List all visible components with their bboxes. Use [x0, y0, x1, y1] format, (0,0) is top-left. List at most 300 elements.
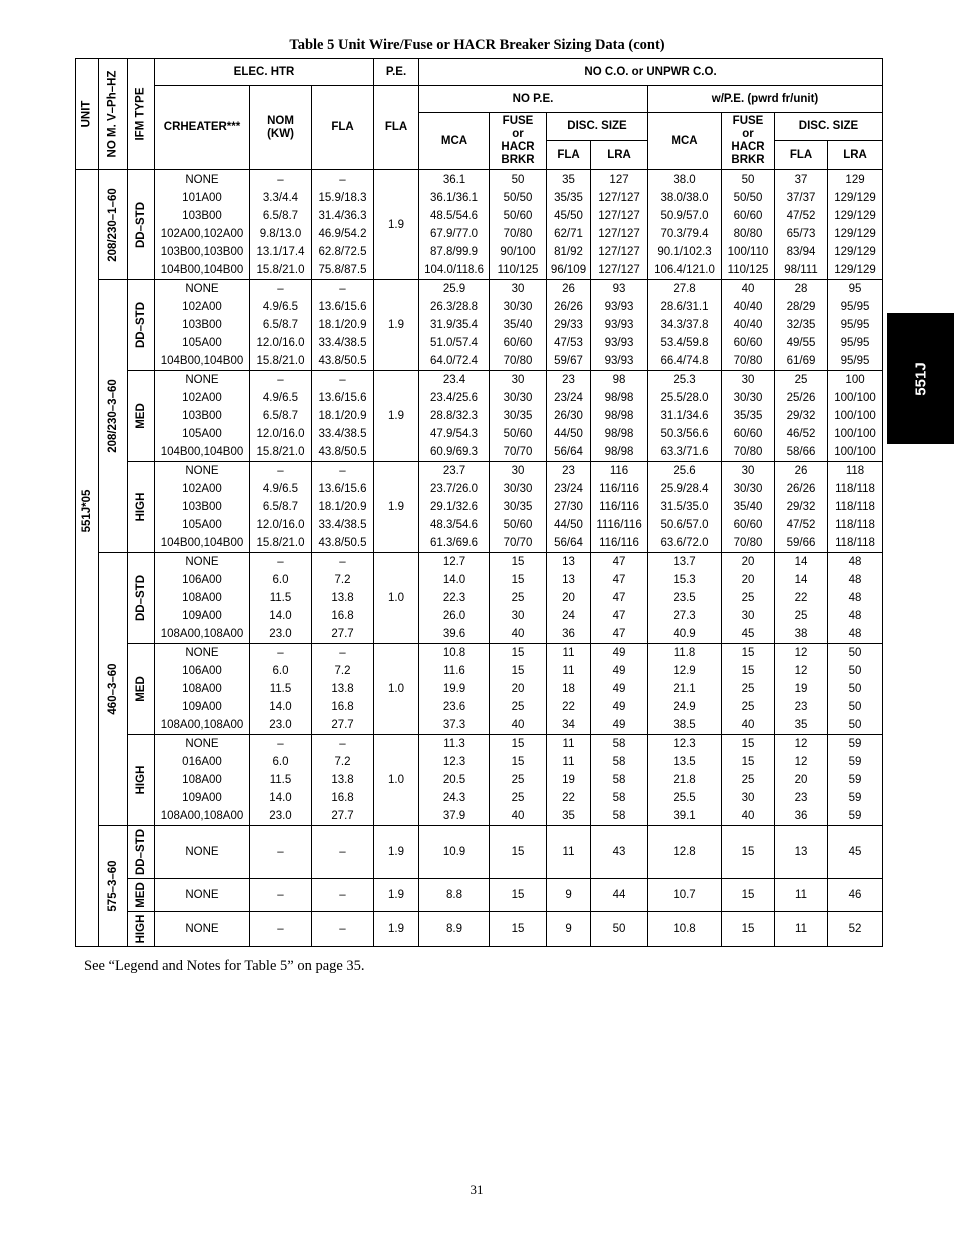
footnote: See “Legend and Notes for Table 5” on page 35. [84, 958, 365, 974]
cell-value: 29.1/32.6 [430, 501, 478, 513]
cell-value: 50/50 [733, 191, 763, 204]
cell-value: 16.8 [331, 701, 354, 713]
cell-value: 129/129 [834, 209, 876, 222]
cell-value: 7.2 [334, 665, 351, 677]
cell-value: 127/127 [598, 209, 640, 222]
cell-value: 11.3 [443, 738, 465, 750]
cell-value: NONE [185, 556, 219, 568]
data-cell [648, 280, 722, 371]
cell-value: 18.1/20.9 [318, 410, 367, 422]
cell-value: 93/93 [604, 301, 634, 313]
cell-value: 25 [741, 701, 755, 713]
data-cell: 13 [775, 826, 828, 879]
data-cell [722, 280, 775, 371]
cell-value: 47/52 [786, 519, 816, 531]
cell-value: 62.8/72.5 [318, 245, 367, 258]
data-cell [591, 462, 648, 553]
cell-value: 33.4/38.5 [318, 337, 367, 349]
cell-value: 14.0 [269, 701, 292, 713]
cell-value: 100/100 [834, 392, 876, 404]
cell-value: 108A00 [182, 774, 222, 786]
cell-value: 61/69 [786, 355, 816, 367]
data-cell: 10.7 [648, 879, 722, 912]
cell-value: 24.3 [442, 792, 466, 804]
cell-value: 46/52 [786, 428, 816, 440]
cell-value: 44/50 [554, 519, 583, 531]
cell-value: 15 [511, 738, 525, 750]
cell-value: 47 [612, 592, 626, 604]
cell-value: 60/60 [503, 337, 533, 349]
cell-value: 104B00,104B00 [160, 537, 244, 549]
cell-value: – [277, 556, 284, 568]
cell-value: 30 [511, 610, 525, 622]
data-cell [312, 170, 374, 280]
cell-value: – [339, 283, 346, 295]
cell-value: 118/118 [835, 537, 875, 549]
header-pe: P.E. [374, 59, 419, 86]
cell-value: 48 [848, 574, 862, 586]
data-cell [155, 371, 250, 462]
cell-value: 47 [612, 574, 626, 586]
cell-value: 15 [511, 574, 525, 586]
cell-value: 23.0 [269, 719, 292, 731]
data-cell [648, 644, 722, 735]
cell-value: 100/110 [727, 245, 769, 258]
cell-value: 12.0/16.0 [256, 337, 305, 349]
cell-value: 40 [741, 810, 755, 822]
table-row [76, 170, 883, 280]
ifm-type-cell: HIGH [128, 462, 155, 553]
table-row [76, 735, 883, 826]
cell-value: 129/129 [834, 227, 876, 240]
data-cell: 11 [775, 912, 828, 947]
cell-value: 108A00 [182, 683, 222, 695]
cell-value: 60/60 [733, 428, 763, 440]
cell-value: 20 [741, 574, 755, 586]
cell-value: 6.0 [272, 574, 289, 586]
table-row [76, 553, 883, 644]
cell-value: 58 [612, 774, 626, 786]
cell-value: 15.8/21.0 [256, 263, 305, 276]
cell-value: 26.3/28.8 [430, 301, 478, 313]
cell-value: 18.1/20.9 [318, 319, 367, 331]
data-cell [419, 371, 490, 462]
cell-value: 30 [741, 610, 755, 622]
cell-value: 33.4/38.5 [318, 428, 367, 440]
cell-value: 7.2 [334, 574, 351, 586]
header-unit: UNIT [76, 59, 99, 170]
data-cell [775, 462, 828, 553]
cell-value: 24 [562, 610, 575, 622]
data-cell [312, 371, 374, 462]
cell-value: 118/118 [835, 501, 875, 513]
cell-value: 48 [848, 628, 862, 640]
data-cell [250, 280, 312, 371]
cell-value: 25 [741, 774, 755, 786]
cell-value: 103B00 [182, 209, 222, 222]
cell-value: 47/52 [786, 209, 816, 222]
data-cell [591, 371, 648, 462]
cell-value: 66.4/74.8 [660, 355, 709, 367]
cell-value: 105A00 [182, 428, 222, 440]
cell-value: 27.8 [673, 283, 696, 295]
cell-value: 58 [612, 756, 626, 768]
cell-value: 116 [609, 465, 629, 477]
cell-value: 16.8 [331, 610, 354, 622]
cell-value: 90.1/102.3 [657, 245, 712, 258]
cell-value: 26/26 [786, 483, 816, 495]
cell-value: 25 [511, 792, 525, 804]
cell-value: 49 [612, 647, 626, 659]
cell-value: – [277, 465, 284, 477]
cell-value: 93/93 [604, 337, 634, 349]
cell-value: 25 [511, 774, 525, 786]
data-cell [419, 735, 490, 826]
data-cell [490, 462, 547, 553]
cell-value: 6.0 [272, 756, 289, 768]
cell-value: 016A00 [182, 756, 222, 768]
cell-value: 37.3 [442, 719, 466, 731]
cell-value: 13.6/15.6 [318, 392, 367, 404]
cell-value: 38.5 [673, 719, 696, 731]
cell-value: 50/60 [503, 209, 533, 222]
cell-value: 30/30 [503, 392, 533, 404]
cell-value: 30 [741, 374, 755, 386]
data-cell [648, 462, 722, 553]
cell-value: 12 [794, 738, 808, 750]
cell-value: 30/30 [733, 392, 763, 404]
data-cell [312, 553, 374, 644]
cell-value: 12.7 [442, 556, 466, 568]
voltage-cell: 460–3–60 [99, 553, 128, 826]
cell-value: 59/67 [554, 355, 583, 367]
cell-value: 25.5/28.0 [660, 392, 709, 404]
cell-value: 23.0 [269, 628, 292, 640]
cell-value: 22 [562, 792, 575, 804]
header-disc-fla-pe: FLA [775, 141, 828, 170]
data-cell [419, 170, 490, 280]
cell-value: 129/129 [834, 191, 876, 204]
cell-value: 102A00,102A00 [160, 227, 244, 240]
cell-value: 63.6/72.0 [660, 537, 709, 549]
cell-value: 30/35 [503, 501, 533, 513]
cell-value: 80/80 [733, 227, 763, 240]
cell-value: 20 [562, 592, 575, 604]
header-fuse-pe: FUSE or HACR BRKR [722, 113, 775, 170]
cell-value: 105A00 [182, 337, 222, 349]
data-cell: – [250, 912, 312, 947]
cell-value: 38.0/38.0 [660, 191, 709, 204]
cell-value: 18.1/20.9 [318, 501, 367, 513]
cell-value: 12.3 [673, 738, 696, 750]
data-cell [828, 644, 883, 735]
cell-value: 21.8 [673, 774, 696, 786]
header-no-pe: NO P.E. [419, 86, 648, 113]
cell-value: 93 [612, 283, 626, 295]
cell-value: 45/50 [554, 209, 583, 222]
cell-value: 103B00,103B00 [160, 245, 244, 258]
cell-value: 98/98 [604, 428, 634, 440]
data-cell [490, 735, 547, 826]
cell-value: 70/80 [503, 355, 533, 367]
cell-value: 129/129 [834, 263, 876, 276]
cell-value: 35/35 [733, 410, 763, 422]
data-cell [648, 170, 722, 280]
cell-value: 127 [609, 173, 629, 186]
data-cell: 11 [775, 879, 828, 912]
data-cell: 15 [490, 912, 547, 947]
cell-value: 48.3/54.6 [430, 519, 478, 531]
data-cell [722, 553, 775, 644]
cell-value: 70/70 [503, 537, 533, 549]
data-cell [648, 371, 722, 462]
cell-value: 93/93 [604, 355, 634, 367]
header-disc-fla: FLA [547, 141, 591, 170]
cell-value: 36.1/36.1 [430, 191, 478, 204]
cell-value: 116/116 [599, 537, 639, 549]
data-cell: 15 [722, 826, 775, 879]
cell-value: 40 [511, 719, 525, 731]
section-tab: 551J [887, 313, 954, 444]
cell-value: 98/98 [604, 410, 634, 422]
cell-value: 50 [511, 173, 525, 186]
cell-value: 11 [562, 756, 575, 768]
header-voltage: NO M. V–Ph–HZ [99, 59, 128, 170]
cell-value: 13.5 [673, 756, 696, 768]
data-cell [155, 462, 250, 553]
cell-value: 24.9 [673, 701, 696, 713]
cell-value: 95 [848, 283, 862, 295]
cell-value: 27.7 [331, 719, 354, 731]
cell-value: 29/32 [786, 501, 816, 513]
cell-value: 104.0/118.6 [424, 263, 484, 276]
cell-value: 49/55 [786, 337, 816, 349]
cell-value: 38.0 [673, 173, 696, 186]
cell-value: 40.9 [673, 628, 696, 640]
cell-value: NONE [185, 283, 219, 295]
cell-value: 28.8/32.3 [430, 410, 478, 422]
data-cell: 11 [547, 826, 591, 879]
data-cell [591, 170, 648, 280]
cell-value: 27/30 [554, 501, 583, 513]
cell-value: 44/50 [554, 428, 583, 440]
cell-value: 93/93 [604, 319, 634, 331]
cell-value: 23.5 [673, 592, 696, 604]
cell-value: 26/26 [554, 301, 583, 313]
cell-value: 53.4/59.8 [660, 337, 709, 349]
cell-value: 105A00 [182, 519, 222, 531]
cell-value: 110/125 [497, 263, 539, 276]
cell-value: 16.8 [331, 792, 354, 804]
cell-value: NONE [185, 738, 219, 750]
cell-value: 63.3/71.6 [660, 446, 709, 458]
cell-value: 31.5/35.0 [660, 501, 709, 513]
ifm-type-cell: MED [128, 879, 155, 912]
cell-value: 12.9 [673, 665, 696, 677]
header-pe-fla: FLA [374, 86, 419, 170]
cell-value: 15 [511, 756, 525, 768]
data-cell: – [312, 912, 374, 947]
data-cell [547, 462, 591, 553]
cell-value: 30 [511, 465, 525, 477]
cell-value: 104B00,104B00 [160, 446, 244, 458]
cell-value: 1116/116 [596, 519, 642, 531]
cell-value: 102A00 [182, 301, 222, 313]
cell-value: 14.0 [269, 610, 292, 622]
page-number: 31 [470, 1182, 484, 1197]
cell-value: 64.0/72.4 [430, 355, 478, 367]
cell-value: 15 [511, 556, 525, 568]
cell-value: 36 [794, 810, 808, 822]
cell-value: 103B00 [182, 501, 222, 513]
cell-value: 14 [794, 574, 808, 586]
data-cell [250, 371, 312, 462]
cell-value: – [339, 738, 346, 750]
cell-value: 23 [794, 792, 808, 804]
table-body [76, 170, 883, 947]
cell-value: 50/60 [503, 428, 533, 440]
cell-value: 15.9/18.3 [318, 191, 367, 204]
cell-value: 25 [794, 610, 808, 622]
cell-value: 13.8 [331, 774, 354, 786]
cell-value: 30/30 [733, 483, 763, 495]
cell-value: 59 [848, 792, 862, 804]
cell-value: 13.8 [331, 592, 354, 604]
ifm-type-cell: DD–STD [128, 553, 155, 644]
ifm-type-cell: DD–STD [128, 826, 155, 879]
header-fuse: FUSE or HACR BRKR [490, 113, 547, 170]
cell-value: 103B00 [182, 319, 222, 331]
cell-value: 25.3 [673, 374, 696, 386]
cell-value: 35/35 [554, 191, 583, 204]
cell-value: 18 [562, 683, 575, 695]
cell-value: 6.5/8.7 [262, 501, 299, 513]
data-cell [722, 371, 775, 462]
cell-value: 21.1 [673, 683, 696, 695]
cell-value: 37.9 [442, 810, 466, 822]
cell-value: 15 [741, 738, 755, 750]
cell-value: 30 [511, 374, 525, 386]
header-with-pe: w/P.E. (pwrd fr/unit) [648, 86, 883, 113]
cell-value: 127/127 [598, 245, 640, 258]
ifm-type-cell: HIGH [128, 912, 155, 947]
cell-value: 47 [612, 628, 626, 640]
cell-value: 59/66 [786, 537, 816, 549]
cell-value: 50 [848, 683, 862, 695]
cell-value: 60.9/69.3 [430, 446, 478, 458]
cell-value: 43.8/50.5 [318, 355, 367, 367]
cell-value: 32/35 [786, 319, 816, 331]
cell-value: 100/100 [834, 446, 876, 458]
cell-value: 40 [511, 810, 525, 822]
pe-fla-cell: 1.9 [374, 170, 419, 280]
cell-value: 101A00 [182, 191, 222, 204]
voltage-cell: 575–3–60 [99, 826, 128, 947]
cell-value: 70/70 [503, 446, 533, 458]
header-ifm-type: IFM TYPE [128, 59, 155, 170]
cell-value: 30 [741, 792, 755, 804]
data-cell: 15 [490, 826, 547, 879]
cell-value: 106A00 [182, 574, 222, 586]
cell-value: 59 [848, 756, 862, 768]
cell-value: 6.0 [272, 665, 289, 677]
cell-value: 116/116 [599, 483, 639, 495]
cell-value: 58 [612, 810, 626, 822]
cell-value: 4.9/6.5 [262, 392, 299, 404]
data-cell [828, 280, 883, 371]
cell-value: 95/95 [840, 355, 870, 367]
cell-value: 13.6/15.6 [318, 483, 367, 495]
cell-value: 15 [741, 665, 755, 677]
cell-value: 20 [794, 774, 808, 786]
header-mca-pe: MCA [648, 113, 722, 170]
data-cell: 9 [547, 912, 591, 947]
table-row [76, 462, 883, 553]
cell-value: 7.2 [334, 756, 351, 768]
cell-value: 127/127 [598, 191, 640, 204]
data-cell [547, 371, 591, 462]
ifm-type-cell: HIGH [128, 735, 155, 826]
data-cell [547, 644, 591, 735]
cell-value: 26 [562, 283, 575, 295]
cell-value: 25 [511, 701, 525, 713]
cell-value: 27.7 [331, 810, 354, 822]
cell-value: 98/111 [784, 263, 818, 276]
cell-value: 98/98 [604, 392, 634, 404]
cell-value: 40/40 [733, 301, 763, 313]
pe-fla-cell: 1.9 [374, 826, 419, 879]
cell-value: 49 [612, 665, 626, 677]
cell-value: 104B00,104B00 [160, 355, 244, 367]
cell-value: 51.0/57.4 [430, 337, 478, 349]
cell-value: 30 [511, 283, 525, 295]
cell-value: 108A00,108A00 [160, 810, 244, 822]
data-cell: 8.9 [419, 912, 490, 947]
cell-value: 109A00 [182, 610, 222, 622]
data-cell [722, 735, 775, 826]
data-cell [250, 735, 312, 826]
cell-value: 23.0 [269, 810, 292, 822]
cell-value: 15 [511, 665, 525, 677]
cell-value: 109A00 [182, 792, 222, 804]
header-no-co: NO C.O. or UNPWR C.O. [419, 59, 883, 86]
pe-fla-cell: 1.9 [374, 462, 419, 553]
cell-value: 108A00 [182, 592, 222, 604]
cell-value: – [277, 738, 284, 750]
cell-value: 40/40 [733, 319, 763, 331]
cell-value: 12.3 [442, 756, 466, 768]
cell-value: 47.9/54.3 [430, 428, 478, 440]
data-cell [155, 170, 250, 280]
data-cell [547, 735, 591, 826]
cell-value: – [339, 647, 346, 659]
data-cell [155, 735, 250, 826]
data-cell [312, 644, 374, 735]
pe-fla-cell: 1.0 [374, 644, 419, 735]
cell-value: 25 [741, 683, 755, 695]
cell-value: 90/100 [500, 245, 536, 258]
cell-value: 15 [511, 647, 525, 659]
ifm-type-cell: DD–STD [128, 280, 155, 371]
cell-value: 43.8/50.5 [318, 537, 367, 549]
cell-value: 15 [741, 756, 755, 768]
data-cell: – [312, 879, 374, 912]
data-cell: 10.8 [648, 912, 722, 947]
cell-value: 56/64 [554, 537, 583, 549]
data-cell [828, 735, 883, 826]
data-cell [591, 735, 648, 826]
data-cell [250, 462, 312, 553]
